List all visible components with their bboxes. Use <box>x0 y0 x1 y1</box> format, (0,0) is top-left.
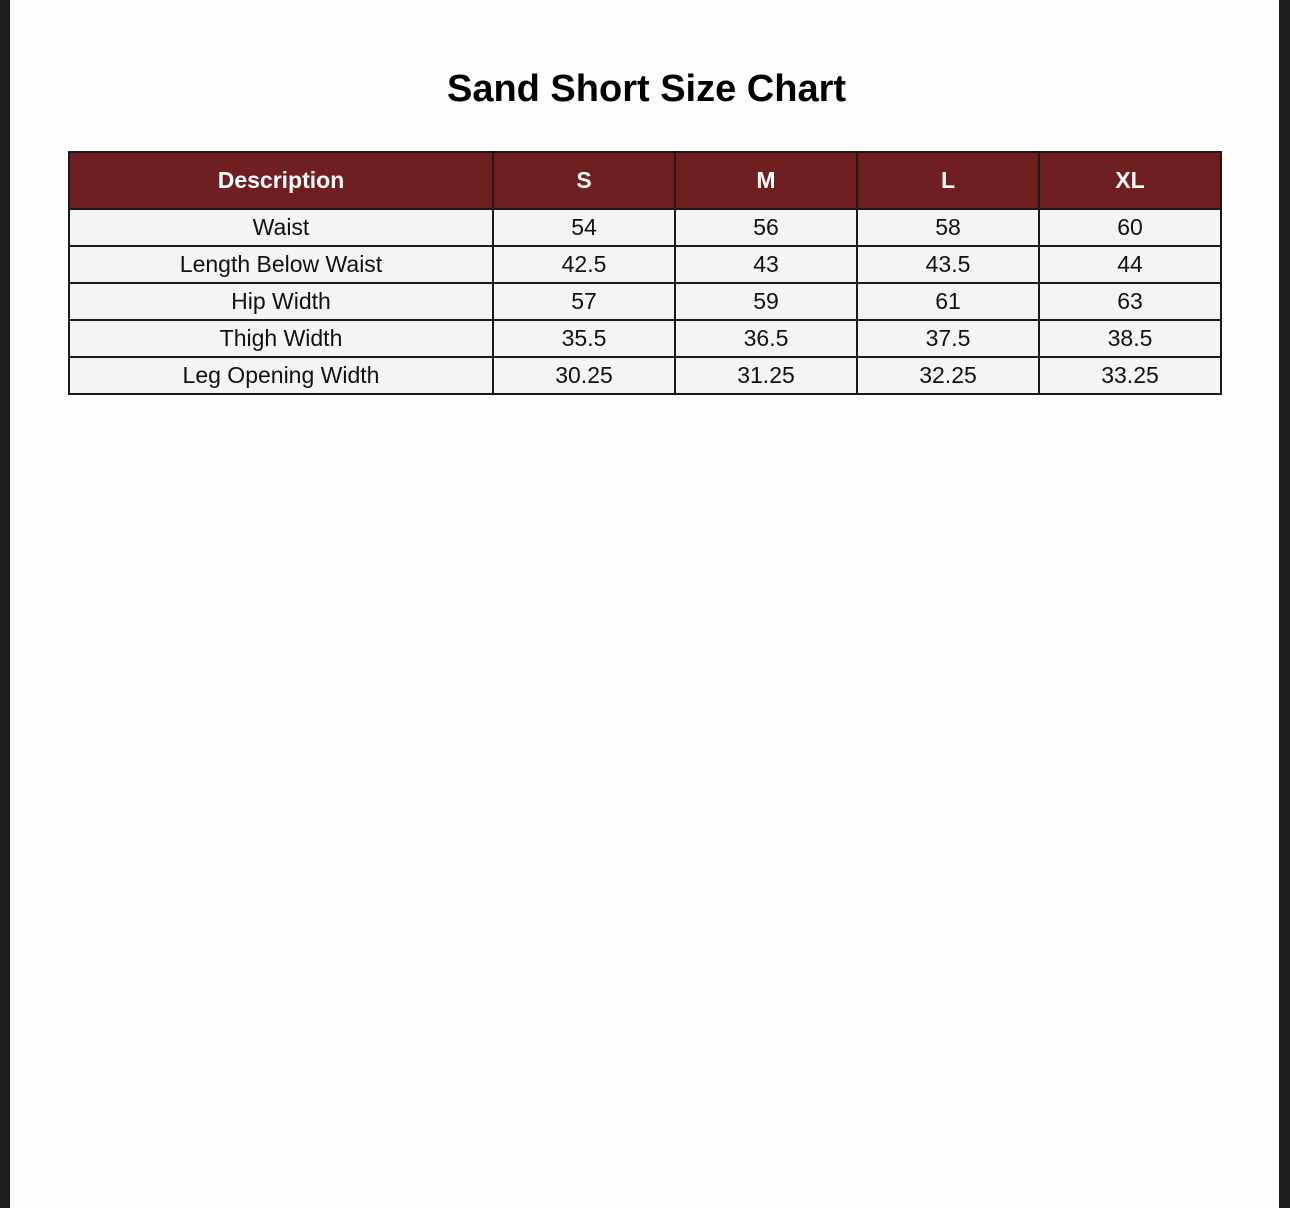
table-cell: 30.25 <box>493 357 675 394</box>
table-cell: 54 <box>493 209 675 246</box>
table-cell: 33.25 <box>1039 357 1221 394</box>
size-chart-table <box>68 151 1222 395</box>
table-row <box>69 320 1221 357</box>
table-cell: 43 <box>675 246 857 283</box>
table-cell: 38.5 <box>1039 320 1221 357</box>
table-cell: 56 <box>675 209 857 246</box>
row-label: Leg Opening Width <box>69 357 493 394</box>
header-size-s: S <box>493 152 675 209</box>
header-size-l: L <box>857 152 1039 209</box>
page-title: Sand Short Size Chart <box>446 68 847 110</box>
table-cell: 37.5 <box>857 320 1039 357</box>
header-size-m: M <box>675 152 857 209</box>
table-cell: 32.25 <box>857 357 1039 394</box>
header-description: Description <box>69 152 493 209</box>
table-row <box>69 283 1221 320</box>
table-row <box>69 357 1221 394</box>
table-header-row <box>69 152 1221 209</box>
table-cell: 61 <box>857 283 1039 320</box>
table-cell: 36.5 <box>675 320 857 357</box>
table-cell: 60 <box>1039 209 1221 246</box>
document-page <box>10 0 1279 1208</box>
table-cell: 59 <box>675 283 857 320</box>
table-cell: 42.5 <box>493 246 675 283</box>
table-row <box>69 209 1221 246</box>
table-cell: 58 <box>857 209 1039 246</box>
table-row <box>69 246 1221 283</box>
table-cell: 44 <box>1039 246 1221 283</box>
row-label: Length Below Waist <box>69 246 493 283</box>
row-label: Thigh Width <box>69 320 493 357</box>
table-cell: 57 <box>493 283 675 320</box>
table-cell: 35.5 <box>493 320 675 357</box>
table-cell: 43.5 <box>857 246 1039 283</box>
header-size-xl: XL <box>1039 152 1221 209</box>
table-cell: 31.25 <box>675 357 857 394</box>
row-label: Hip Width <box>69 283 493 320</box>
row-label: Waist <box>69 209 493 246</box>
table-cell: 63 <box>1039 283 1221 320</box>
